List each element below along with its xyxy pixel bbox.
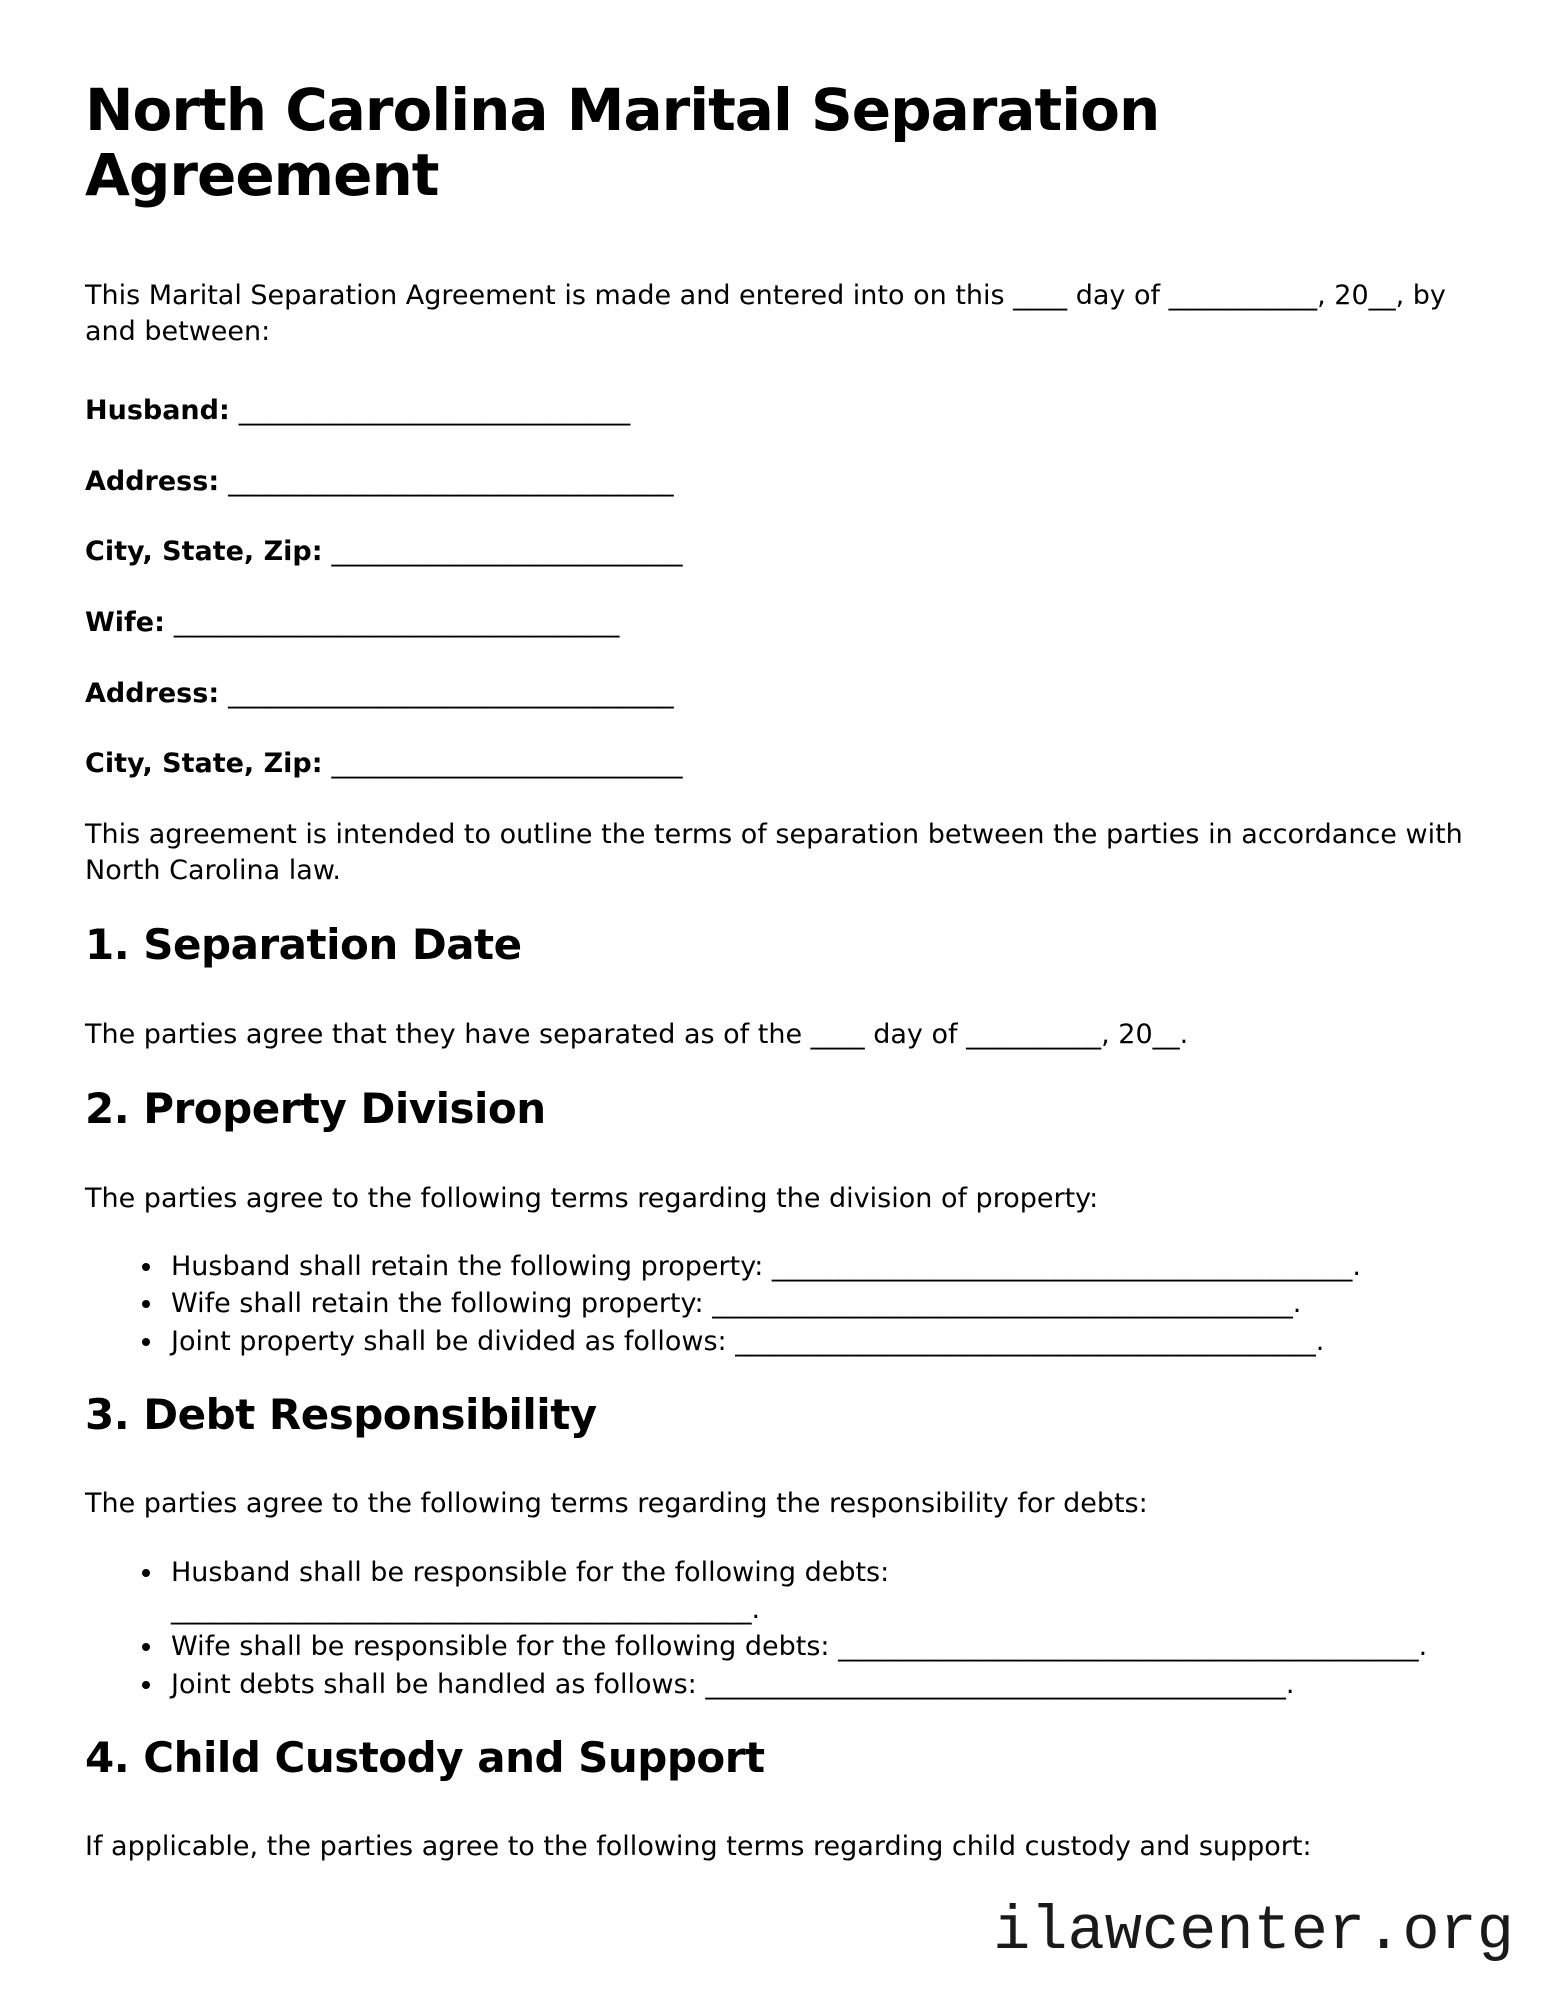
section [85, 920, 1469, 1052]
field-label: Wife: [85, 607, 165, 639]
party-field [85, 464, 1469, 500]
field-label: Husband: [85, 395, 230, 427]
field-blank: _____________________________ [238, 395, 631, 427]
bullet-item: • Wife shall retain the following property: ___________________________________________. [165, 1285, 1469, 1322]
bullet-item: • Wife shall be responsible for the following debts: ___________________________________________. [165, 1628, 1469, 1665]
section [85, 1390, 1469, 1703]
party-field [85, 393, 1469, 429]
field-blank: _________________________________ [173, 607, 620, 639]
sections [85, 920, 1469, 1865]
party-field [85, 746, 1469, 782]
intro-paragraph: This Marital Separation Agreement is made and entered into on this ____ day of ___________, 20__, by and between: [85, 279, 1446, 347]
section-heading: 2. Property Division [85, 1084, 546, 1134]
section-paragraph: If applicable, the parties agree to the following terms regarding child custody and support: [85, 1831, 1312, 1863]
section [85, 1733, 1469, 1865]
bullet-item: • Joint debts shall be handled as follows: ___________________________________________. [165, 1666, 1469, 1703]
field-blank: _________________________________ [228, 465, 674, 497]
bullet-item: • Joint property shall be divided as follows: ___________________________________________. [165, 1323, 1469, 1360]
party-field [85, 534, 1469, 570]
section-heading: 1. Separation Date [85, 920, 522, 970]
field-label: City, State, Zip: [85, 536, 323, 568]
section [85, 1084, 1469, 1360]
purpose-paragraph: This agreement is intended to outline the terms of separation between the parties in accordance with North Carolina law. [85, 818, 1463, 886]
field-blank: _________________________________ [228, 677, 674, 709]
bullet-list [85, 1248, 1469, 1360]
footer-watermark: ilawcenter.org [993, 1896, 1514, 1967]
document-title: North Carolina Marital Separation Agreement [85, 76, 1160, 209]
party-field [85, 605, 1469, 641]
party-field [85, 676, 1469, 712]
field-label: City, State, Zip: [85, 748, 323, 780]
section-heading: 4. Child Custody and Support [85, 1732, 765, 1782]
field-label: Address: [85, 677, 220, 709]
party-fields [85, 393, 1469, 782]
section-heading: 3. Debt Responsibility [85, 1389, 597, 1439]
field-blank: __________________________ [331, 536, 683, 568]
bullet-item: • Husband shall retain the following property: ___________________________________________. [165, 1248, 1469, 1285]
field-label: Address: [85, 465, 220, 497]
bullet-item: • Husband shall be responsible for the following debts: ___________________________________________. [165, 1554, 1469, 1629]
section-paragraph: The parties agree that they have separated as of the ____ day of __________, 20__. [85, 1018, 1189, 1050]
field-blank: __________________________ [331, 748, 683, 780]
bullet-list [85, 1554, 1469, 1703]
section-paragraph: The parties agree to the following terms regarding the division of property: [85, 1182, 1099, 1214]
section-paragraph: The parties agree to the following terms regarding the responsibility for debts: [85, 1488, 1148, 1520]
